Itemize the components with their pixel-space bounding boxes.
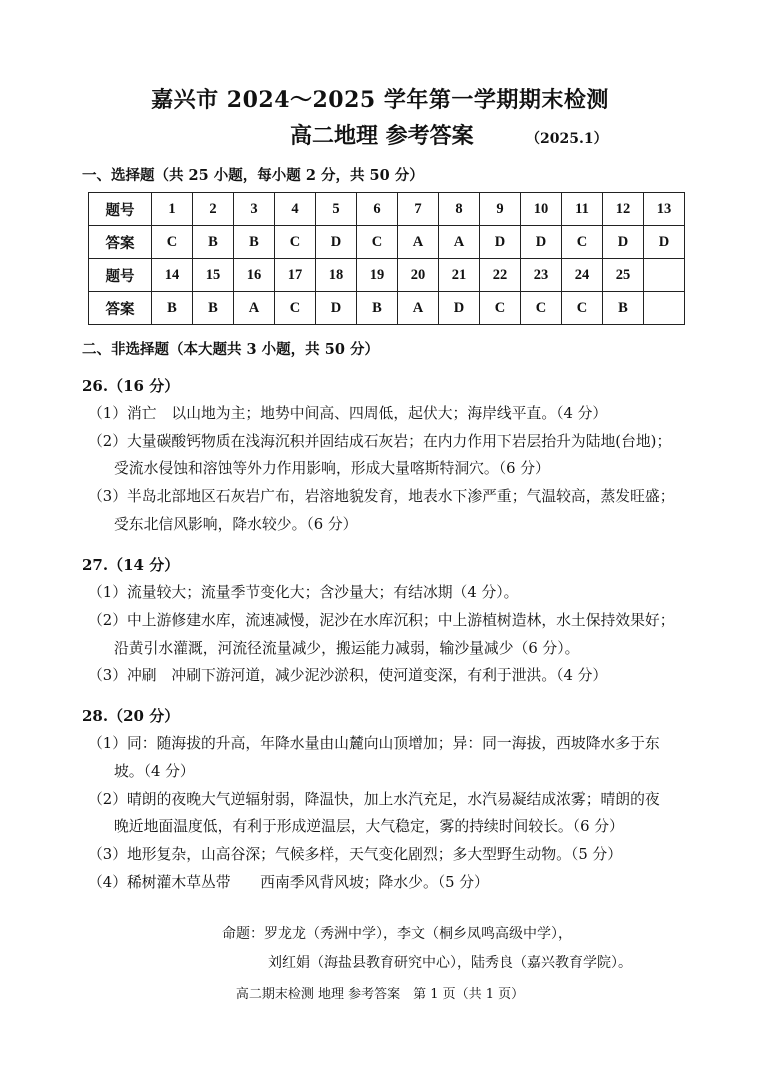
table-row-numbers-2 bbox=[89, 259, 685, 292]
page-title: 嘉兴市 2024～2025 学年第一学期期末检测 bbox=[151, 87, 609, 113]
table-cell: 23 bbox=[521, 259, 562, 292]
table-cell: 3 bbox=[234, 193, 275, 226]
table-cell: 10 bbox=[521, 193, 562, 226]
table-cell: 11 bbox=[562, 193, 603, 226]
table-row-answers-1 bbox=[89, 226, 685, 259]
q28-line-4: 晚近地面温度低，有利于形成逆温层，大气稳定，雾的持续时间较长。（6 分） bbox=[114, 818, 624, 835]
table-cell: 5 bbox=[316, 193, 357, 226]
table-cell: B bbox=[193, 292, 234, 325]
q28-heading: 28.（20 分） bbox=[82, 707, 180, 725]
table-cell: A bbox=[398, 226, 439, 259]
row-label-answer: 答案 bbox=[89, 292, 152, 325]
table-cell: 1 bbox=[152, 193, 193, 226]
table-cell: B bbox=[603, 292, 644, 325]
table-cell: 20 bbox=[398, 259, 439, 292]
q28-line-3: （2）晴朗的夜晚大气逆辐射弱，降温快，加上水汽充足，水汽易凝结成浓雾；晴朗的夜 bbox=[88, 791, 660, 808]
table-cell bbox=[644, 292, 685, 325]
table-cell bbox=[644, 259, 685, 292]
q26-line-4: （3）半岛北部地区石灰岩广布，岩溶地貌发育，地表水下渗严重；气温较高，蒸发旺盛； bbox=[88, 488, 675, 505]
table-cell: D bbox=[521, 226, 562, 259]
table-cell: D bbox=[439, 292, 480, 325]
credits-line-2: 刘红娟（海盐县教育研究中心），陆秀良（嘉兴教育学院）。 bbox=[268, 955, 632, 971]
table-cell: 7 bbox=[398, 193, 439, 226]
row-label-question: 题号 bbox=[89, 193, 152, 226]
table-cell: B bbox=[357, 292, 398, 325]
table-cell: A bbox=[234, 292, 275, 325]
table-cell: 18 bbox=[316, 259, 357, 292]
q28-line-2: 坡。（4 分） bbox=[114, 763, 195, 780]
table-cell: 21 bbox=[439, 259, 480, 292]
page-footer: 高二期末检测 地理 参考答案 第 1 页（共 1 页） bbox=[235, 987, 525, 1002]
table-cell: D bbox=[316, 226, 357, 259]
table-cell: 24 bbox=[562, 259, 603, 292]
table-cell: 15 bbox=[193, 259, 234, 292]
q27-line-3: 沿黄引水灌溉，河流径流量减少，搬运能力减弱，输沙量减少（6 分）。 bbox=[114, 640, 580, 657]
table-cell: C bbox=[275, 292, 316, 325]
q26-heading: 26.（16 分） bbox=[82, 377, 180, 395]
table-cell: D bbox=[603, 226, 644, 259]
table-cell: 13 bbox=[644, 193, 685, 226]
q27-line-4: （3）冲刷 冲刷下游河道，减少泥沙淤积，使河道变深，有利于泄洪。（4 分） bbox=[88, 667, 608, 684]
table-cell: 2 bbox=[193, 193, 234, 226]
q26-line-1: （1）消亡 以山地为主；地势中间高、四周低，起伏大；海岸线平直。（4 分） bbox=[88, 405, 608, 422]
table-cell: A bbox=[398, 292, 439, 325]
table-cell: 25 bbox=[603, 259, 644, 292]
table-cell: 6 bbox=[357, 193, 398, 226]
table-cell: 9 bbox=[480, 193, 521, 226]
table-cell: C bbox=[521, 292, 562, 325]
table-cell: D bbox=[644, 226, 685, 259]
q26-line-2: （2）大量碳酸钙物质在浅海沉积并固结成石灰岩；在内力作用下岩层抬升为陆地(台地)； bbox=[88, 433, 672, 450]
table-cell: D bbox=[316, 292, 357, 325]
q27-line-2: （2）中上游修建水库，流速减慢，泥沙在水库沉积；中上游植树造林，水土保持效果好； bbox=[88, 612, 675, 629]
table-cell: C bbox=[562, 292, 603, 325]
table-cell: C bbox=[562, 226, 603, 259]
table-row-answers-2 bbox=[89, 292, 685, 325]
table-row-numbers-1 bbox=[89, 193, 685, 226]
table-cell: 19 bbox=[357, 259, 398, 292]
table-cell: B bbox=[193, 226, 234, 259]
answer-table bbox=[88, 192, 685, 325]
credits-line-1: 命题：罗龙龙（秀洲中学），李文（桐乡凤鸣高级中学）， bbox=[222, 926, 572, 942]
table-cell: 12 bbox=[603, 193, 644, 226]
table-cell: C bbox=[357, 226, 398, 259]
page-subtitle: 高二地理 参考答案 bbox=[290, 123, 474, 149]
table-cell: 16 bbox=[234, 259, 275, 292]
table-cell: B bbox=[234, 226, 275, 259]
table-cell: 8 bbox=[439, 193, 480, 226]
exam-date: （2025.1） bbox=[526, 131, 608, 147]
table-cell: D bbox=[480, 226, 521, 259]
table-cell: A bbox=[439, 226, 480, 259]
table-cell: 22 bbox=[480, 259, 521, 292]
section2-heading: 二、非选择题（本大题共 3 小题，共 50 分） bbox=[82, 341, 379, 358]
table-cell: C bbox=[152, 226, 193, 259]
table-cell: 4 bbox=[275, 193, 316, 226]
table-cell: B bbox=[152, 292, 193, 325]
row-label-question: 题号 bbox=[89, 259, 152, 292]
q27-line-1: （1）流量较大；流量季节变化大；含沙量大；有结冰期（4 分）。 bbox=[88, 584, 519, 601]
q28-line-1: （1）同：随海拔的升高，年降水量由山麓向山顶增加；异：同一海拔，西坡降水多于东 bbox=[88, 735, 660, 752]
table-cell: C bbox=[480, 292, 521, 325]
row-label-answer: 答案 bbox=[89, 226, 152, 259]
table-cell: 14 bbox=[152, 259, 193, 292]
q26-line-3: 受流水侵蚀和溶蚀等外力作用影响，形成大量喀斯特洞穴。（6 分） bbox=[114, 460, 550, 477]
q28-line-5: （3）地形复杂，山高谷深；气候多样，天气变化剧烈；多大型野生动物。（5 分） bbox=[88, 846, 623, 863]
table-cell: 17 bbox=[275, 259, 316, 292]
q27-heading: 27.（14 分） bbox=[82, 556, 180, 574]
section1-heading: 一、选择题（共 25 小题，每小题 2 分，共 50 分） bbox=[82, 167, 424, 184]
table-cell: C bbox=[275, 226, 316, 259]
q28-line-6: （4）稀树灌木草丛带 西南季风背风坡；降水少。（5 分） bbox=[88, 874, 489, 891]
q26-line-5: 受东北信风影响，降水较少。（6 分） bbox=[114, 516, 358, 533]
